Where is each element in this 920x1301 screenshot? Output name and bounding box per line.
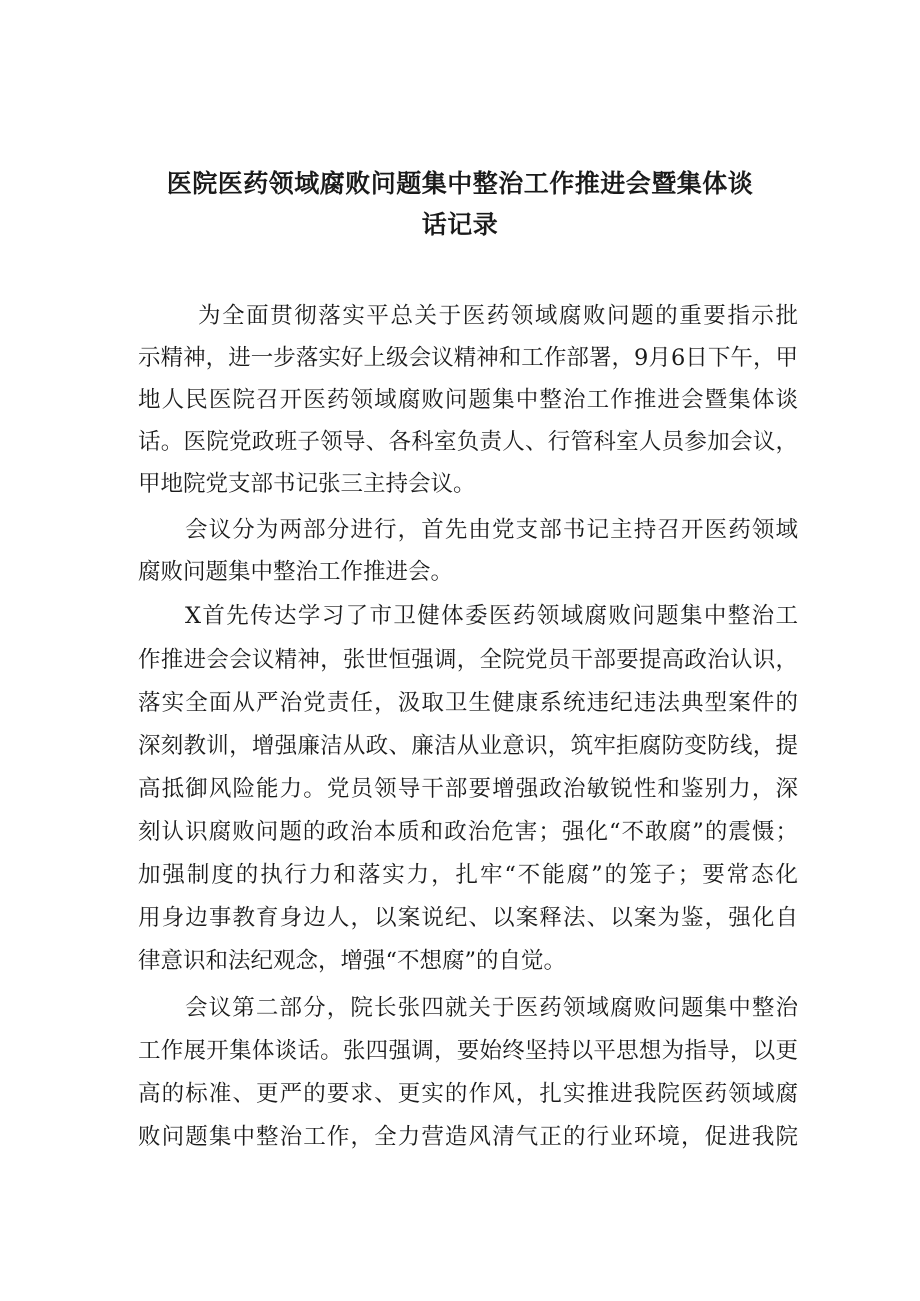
paragraph-1-line-5: 甲地院党支部书记张三主持会议。 <box>138 471 476 497</box>
paragraph-3-line-1: X首先传达学习了市卫健体委医药领域腐败问题集中整治工 <box>185 603 798 629</box>
paragraph-3-line-4: 深刻教训，增强廉洁从政、廉洁从业意识，筑牢拒腐防变防线，提 <box>138 733 798 759</box>
paragraph-2-line-2: 腐败问题集中整治工作推进会。 <box>138 559 454 585</box>
paragraph-1-line-2: 示精神，进一步落实好上级会议精神和工作部署，9月6日下午，甲 <box>138 345 798 371</box>
paragraph-2-line-1: 会议分为两部分进行，首先由党支部书记主持召开医药领域 <box>185 517 798 543</box>
document-title-line-1: 医院医药领域腐败问题集中整治工作推进会暨集体谈 <box>166 169 754 198</box>
paragraph-3-line-9: 律意识和法纪观念，增强“不想腐”的自觉。 <box>138 948 567 974</box>
paragraph-4-line-2: 工作展开集体谈话。张四强调，要始终坚持以平思想为指导，以更 <box>138 1038 798 1064</box>
paragraph-3-line-6: 刻认识腐败问题的政治本质和政治危害；强化“不敢腐”的震慑； <box>138 819 798 845</box>
paragraph-4-line-4: 败问题集中整治工作，全力营造风清气正的行业环境，促进我院 <box>138 1124 798 1150</box>
paragraph-4-line-3: 高的标准、更严的要求、更实的作风，扎实推进我院医药领域腐 <box>138 1081 798 1107</box>
document-title-line-2: 话记录 <box>421 210 499 239</box>
paragraph-3-line-8: 用身边事教育身边人，以案说纪、以案释法、以案为鉴，强化自 <box>138 905 798 931</box>
paragraph-1-line-4: 话。医院党政班子领导、各科室负责人、行管科室人员参加会议， <box>138 429 798 455</box>
paragraph-3-line-2: 作推进会会议精神，张世恒强调，全院党员干部要提高政治认识， <box>138 647 798 673</box>
paragraph-1-line-1: 为全面贯彻落实平总关于医药领域腐败问题的重要指示批 <box>198 303 798 329</box>
paragraph-3-line-5: 高抵御风险能力。党员领导干部要增强政治敏锐性和鉴别力，深 <box>138 776 798 802</box>
paragraph-4-line-1: 会议第二部分，院长张四就关于医药领域腐败问题集中整治 <box>185 995 798 1021</box>
paragraph-1-line-3: 地人民医院召开医药领域腐败问题集中整治工作推进会暨集体谈 <box>138 387 798 413</box>
paragraph-3-line-7: 加强制度的执行力和落实力，扎牢“不能腐”的笼子；要常态化 <box>138 862 798 888</box>
paragraph-3-line-3: 落实全面从严治党责任，汲取卫生健康系统违纪违法典型案件的 <box>138 690 798 716</box>
